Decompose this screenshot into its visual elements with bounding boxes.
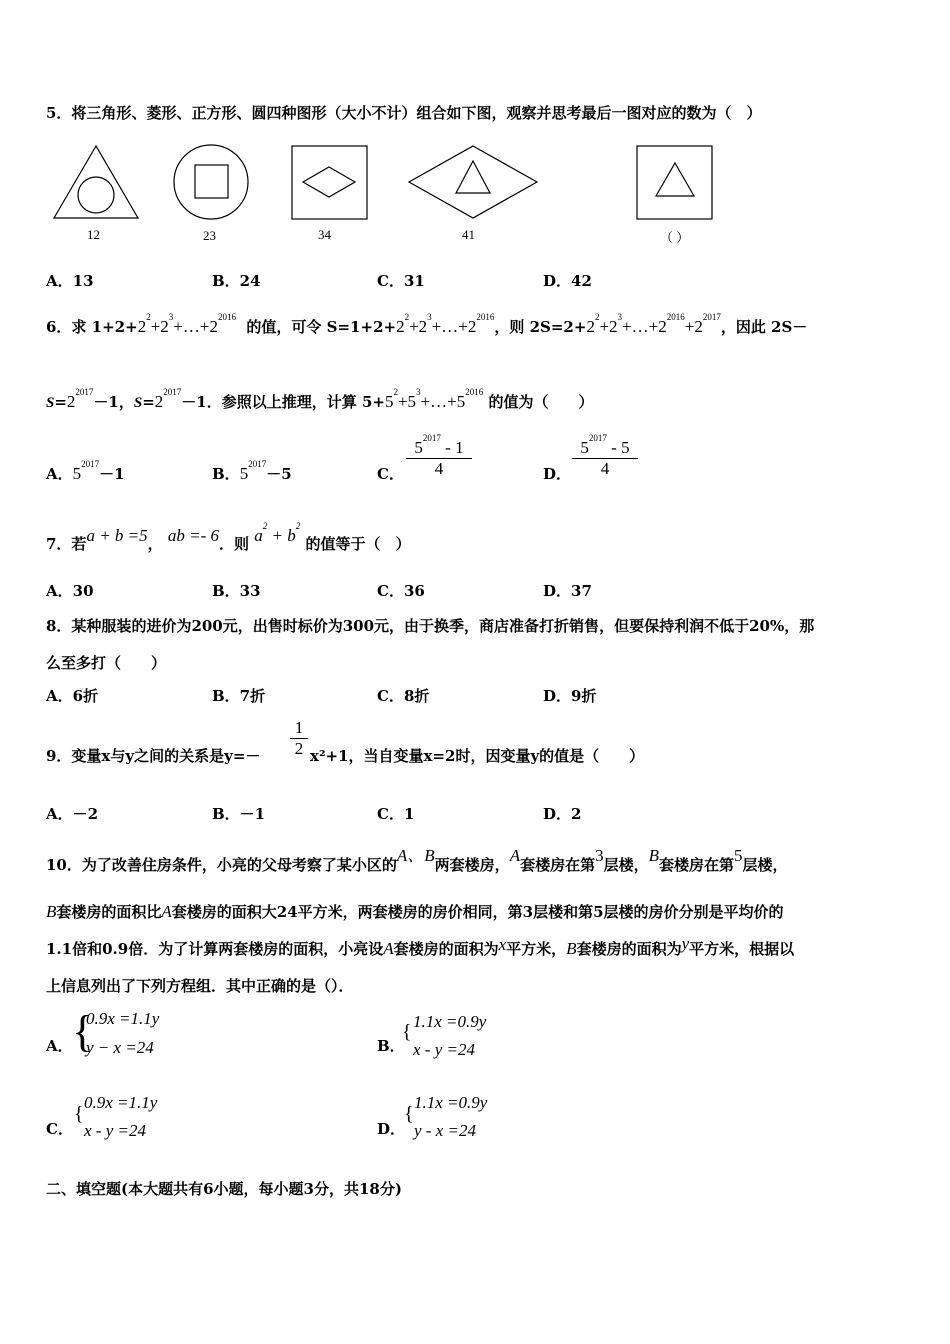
q9-suffix: x²+1，当自变量x=2时，因变量y的值是（ ） (310, 747, 645, 765)
q7-option-a: A．30 (46, 582, 94, 600)
q6-option-c-label: C． (377, 465, 404, 483)
fig-label-5: （ ） (660, 230, 690, 245)
q10-line2: B套楼房的面积比A套楼房的面积大24平方米，两套楼房的房价相同，第3层楼和第5层楼的房价分别是平均价的 (46, 902, 784, 921)
fig-label-3: 34 (318, 227, 331, 242)
q8-line2: 么至多打（ ） (46, 654, 167, 672)
circle-shape (78, 177, 114, 213)
square-shape (195, 165, 228, 198)
q9-option-d: D．2 (543, 805, 582, 823)
q10-line3: 1.1倍和0.9倍．为了计算两套楼房的面积，小亮设A套楼房的面积为x平方米，B套楼房的面积为y平方米，根据以 (46, 934, 795, 958)
q9-option-a: A．－2 (46, 805, 99, 823)
q10-option-d-brace: { (404, 1103, 414, 1125)
q6-option-d-label: D． (543, 465, 572, 483)
q10-option-c-eq1: 0.9x =1.1y (84, 1093, 158, 1112)
q10-option-a-eq2: y − x =24 (86, 1038, 154, 1057)
q10-line4: 上信息列出了下列方程组．其中正确的是（）． (46, 977, 354, 995)
q10-option-c-eq2: x - y =24 (84, 1121, 146, 1140)
q5-option-a: A．13 (46, 272, 94, 290)
q5-option-b: B．24 (212, 272, 261, 290)
q7-option-b: B．33 (212, 582, 261, 600)
q7-text: 7．若a + b =5， ab =- 6．则 $a^2 + b^2$ 的值等于（ ） (46, 521, 411, 553)
q9-option-b: B．－1 (212, 805, 266, 823)
rhombus-shape (409, 146, 537, 218)
q9-fraction: $\frac{1}{2}$ (290, 718, 308, 759)
q5-option-c: C．31 (377, 272, 425, 290)
q10-option-b-eq2: x - y =24 (413, 1040, 475, 1059)
q6-line1: 6．求 $1+2+2^2+2^3+\dots+2^{2016}$ 的值，可令 $S=1+2+2^2+2^3+\dots+2^{2016}$，则 $2S=2+2^2+2^3+\dots+2^{2016}+2^{2017}$，因此 2S－ (46, 312, 808, 336)
q8-option-b: B．7折 (212, 687, 266, 705)
q9-option-c: C．1 (377, 805, 415, 823)
q10-line1: 10．为了改善住房条件，小亮的父母考察了某小区的A、B两套楼房，A套楼房在第3层楼，B套楼房在第5层楼， (46, 846, 788, 874)
q6-line2: $S=2^{2017}-1$，$S=2^{2017}-1$．参照以上推理，计算 $5+5^2+5^3+\dots+5^{2016}$ 的值为（ ） (46, 387, 594, 411)
fig-label-1: 12 (87, 227, 100, 242)
rhombus-shape (303, 167, 355, 197)
circle-shape (174, 145, 248, 219)
q8-option-c: C．8折 (377, 687, 430, 705)
triangle-shape (54, 146, 138, 218)
q10-option-d-eq1: 1.1x =0.9y (414, 1093, 488, 1112)
q10-option-b-eq1: 1.1x =0.9y (413, 1012, 487, 1031)
q9-prefix: 9．变量x与y之间的关系是y=－ (46, 747, 261, 765)
q6-option-b: B．$5^{2017}-5$ (212, 459, 292, 483)
q7-option-d: D．37 (543, 582, 592, 600)
triangle-shape (456, 161, 490, 193)
q10-option-a-label: A． (46, 1037, 73, 1055)
q10-option-c-label: C． (46, 1120, 73, 1138)
q7-option-c: C．36 (377, 582, 425, 600)
q10-option-a-brace: { (72, 1007, 94, 1056)
square-shape (637, 146, 712, 219)
q10-option-c-brace: { (74, 1103, 84, 1125)
triangle-shape (656, 163, 694, 196)
q10-option-b-brace: { (402, 1021, 412, 1043)
q6-option-d-fraction: $\frac{5^{2017} - 5}{4}$ (572, 438, 638, 479)
q8-option-a: A．6折 (46, 687, 99, 705)
fig-label-2: 23 (203, 228, 216, 243)
q10-option-d-label: D． (377, 1120, 406, 1138)
q10-option-a-eq1: 0.9x =1.1y (86, 1009, 160, 1028)
fig-label-4: 41 (462, 227, 475, 242)
q10-option-d-eq2: y - x =24 (414, 1121, 476, 1140)
q6-option-c-fraction: $\frac{5^{2017} - 1}{4}$ (406, 438, 472, 479)
q8-option-d: D．9折 (543, 687, 597, 705)
section-2-heading: 二、填空题(本大题共有6小题，每小题3分，共18分) (46, 1180, 402, 1198)
q6-option-a: A．$5^{2017}-1$ (46, 459, 125, 483)
q5-figures (40, 138, 740, 248)
q5-option-d: D．42 (543, 272, 592, 290)
q8-line1: 8．某种服装的进价为200元，出售时标价为300元，由于换季，商店准备打折销售，但要保持利润不低于20%，那 (46, 617, 815, 635)
q5-text: 5．将三角形、菱形、正方形、圆四种图形（大小不计）组合如下图，观察并思考最后一图对应的数为（ ） (46, 104, 762, 122)
q10-option-b-label: B． (377, 1037, 405, 1055)
